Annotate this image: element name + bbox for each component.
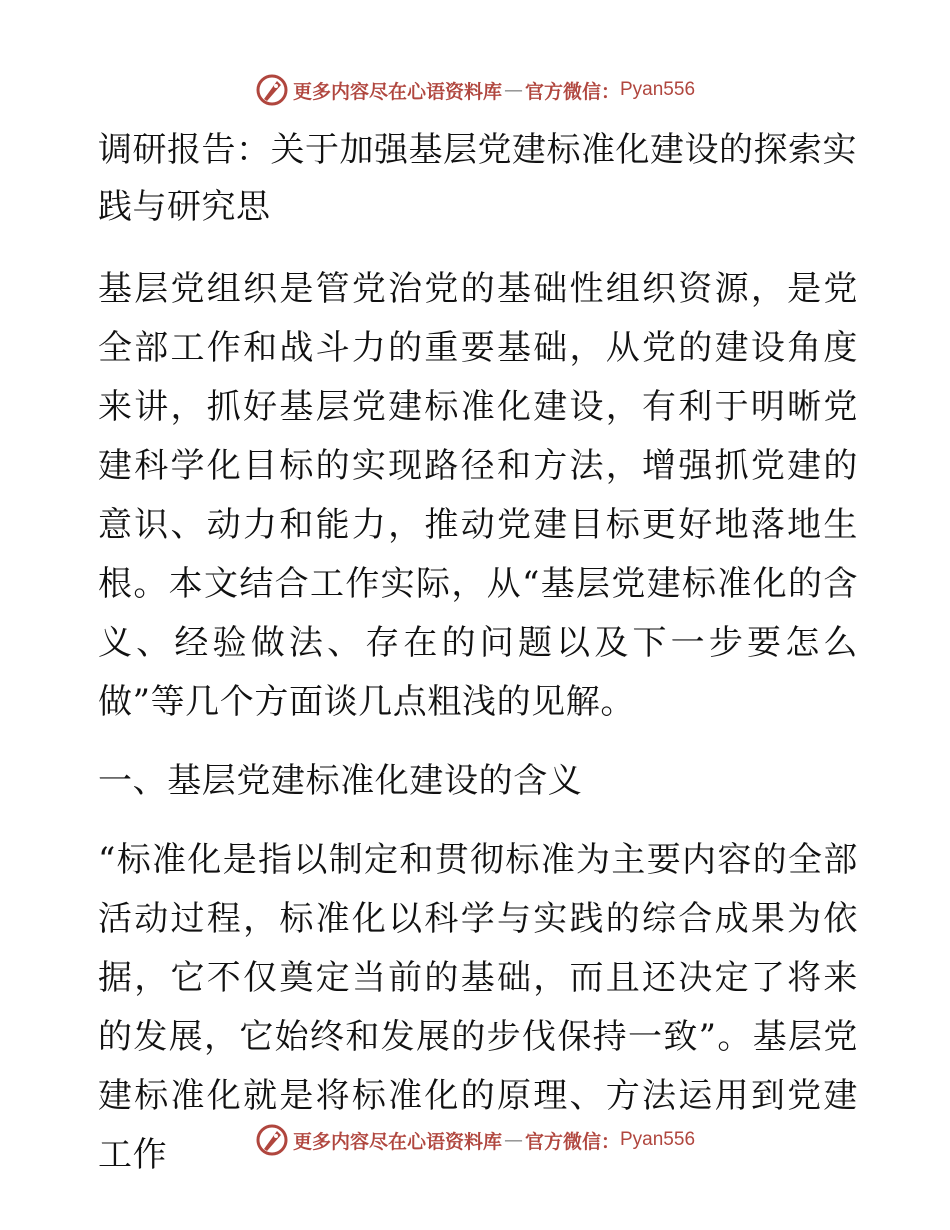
header-banner bbox=[0, 70, 950, 110]
banner-separator: — bbox=[503, 1129, 523, 1151]
banner-wechat-id: Pyan556 bbox=[620, 79, 696, 100]
pen-nib-logo-icon bbox=[255, 73, 289, 107]
document-body bbox=[98, 122, 858, 1205]
document-title: 调研报告：关于加强基层党建标准化建设的探索实践与研究思 bbox=[98, 130, 857, 227]
pen-nib-logo-icon bbox=[255, 1123, 289, 1157]
banner-separator: — bbox=[503, 79, 523, 101]
intro-paragraph: 基层党组织是管党治党的基础性组织资源，是党全部工作和战斗力的重要基础，从党的建设角度来讲，抓好基层党建标准化建设，有利于明晰党建科学化目标的实现路径和方法，增强抓党建的意识、动力和能力，推动党建目标更好地落地生根。本文结合工作实际，从“基层党建标准化的含义、经验做法、存在的问题以及下一步要怎么做”等几个方面谈几点粗浅的见解。 bbox=[98, 269, 858, 722]
banner-official-label: 官方微信： bbox=[524, 80, 620, 103]
footer-banner bbox=[0, 1120, 950, 1160]
banner-main-text: 更多内容尽在心语资料库 bbox=[292, 80, 502, 103]
section-paragraph: “标准化是指以制定和贯彻标准为主要内容的全部活动过程，标准化以科学与实践的综合成果为依据，它不仅奠定当前的基础，而且还决定了将来的发展，它始终和发展的步伐保持一致”。基层党建标准化就是将标准化的原理、方法运用到党建工作 bbox=[98, 840, 858, 1175]
banner-main-text: 更多内容尽在心语资料库 bbox=[292, 1130, 502, 1153]
section-heading: 一、基层党建标准化建设的含义 bbox=[98, 761, 583, 801]
banner-wechat-id: Pyan556 bbox=[620, 1129, 696, 1150]
banner-official-label: 官方微信： bbox=[524, 1130, 620, 1153]
